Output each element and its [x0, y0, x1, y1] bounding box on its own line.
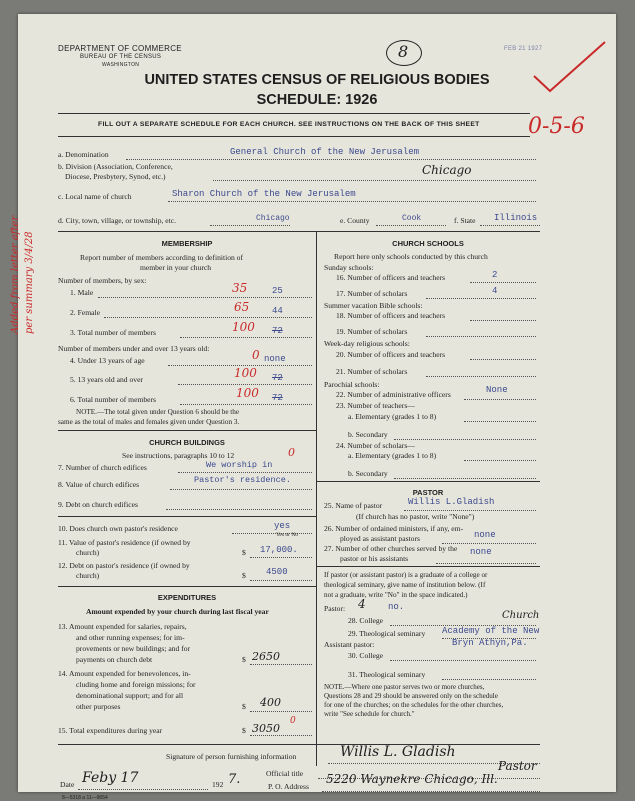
buildings-rule — [58, 430, 316, 431]
denomination-value: General Church of the New Jerusalem — [230, 147, 420, 157]
q1-value: 25 — [272, 286, 283, 296]
q1-label: 1. Male — [70, 288, 94, 297]
q15-red: 0 — [290, 716, 296, 726]
form-number: 8—5318 a 11—9654 — [62, 795, 108, 801]
membership-note-1: NOTE.—The total given under Question 6 should be the — [76, 408, 240, 416]
q3-line — [180, 337, 312, 338]
q24b-label: b. Secondary — [348, 469, 388, 478]
q30-label: 30. College — [348, 651, 384, 660]
q18-line — [470, 320, 536, 321]
q4-value: none — [264, 354, 286, 364]
grad-note-3: not a graduate, write "No" in the space indicated.) — [324, 591, 468, 599]
q16-value: 2 — [492, 270, 498, 280]
q28-value: no. — [388, 602, 405, 612]
q19-label: 19. Number of scholars — [336, 327, 408, 336]
q1-line — [98, 297, 312, 298]
q13-line-2: and other running expenses; for im- — [76, 633, 185, 642]
membership-intro-1: Report number of members according to definition of — [80, 253, 244, 262]
margin-note-1: Added from letter after — [10, 215, 21, 334]
q25-value: Willis L.Gladish — [408, 497, 495, 507]
denomination-line — [126, 159, 536, 160]
signature-label: Signature of person furnishing information — [166, 752, 297, 761]
q15-label: 15. Total expenditures during year — [58, 726, 163, 735]
city-line — [210, 225, 290, 226]
q10-line — [232, 533, 312, 534]
q23b-label: b. Secondary — [348, 430, 388, 439]
dept-label: DEPARTMENT OF COMMERCE — [58, 44, 182, 53]
date-line — [78, 789, 208, 790]
schools-title: CHURCH SCHOOLS — [392, 239, 464, 248]
q3-red: 100 — [232, 320, 255, 334]
q7-label: 7. Number of church edifices — [58, 463, 147, 472]
q11-value: 17,000. — [260, 545, 298, 555]
official-title-label: Official title — [266, 769, 304, 778]
pastor-hand-note: 4 — [358, 597, 366, 611]
q8-label: 8. Value of church edifices — [58, 480, 140, 489]
q23a-line — [464, 421, 536, 422]
buildings-title: CHURCH BUILDINGS — [149, 438, 225, 447]
q25-label: 25. Name of pastor — [324, 501, 383, 510]
form-subtitle: SCHEDULE: 1926 — [256, 92, 378, 108]
q3-label: 3. Total number of members — [70, 328, 157, 337]
q7-red: 0 — [288, 446, 295, 459]
weekday-label: Week-day religious schools: — [324, 339, 410, 348]
q17-value: 4 — [492, 286, 498, 296]
expenditures-rule — [58, 586, 316, 587]
q20-label: 20. Number of officers and teachers — [336, 350, 446, 359]
q29-value: Academy of the New — [442, 626, 540, 636]
q30-line — [390, 660, 536, 661]
po-address-label: P. O. Address — [268, 782, 309, 791]
q14-line-1: 14. Amount expended for benevolences, in- — [58, 669, 191, 678]
assistant-label: Assistant pastor: — [324, 640, 375, 649]
division-value: Chicago — [422, 163, 472, 177]
q2-red: 65 — [234, 300, 250, 314]
q25-hint: (If church has no pastor, write "None") — [356, 512, 475, 521]
q2-label: 2. Female — [70, 308, 100, 317]
q29-hand: Church — [502, 610, 540, 621]
column-divider — [316, 231, 317, 766]
q26-label-a: 26. Number of ordained ministers, if any, em- — [324, 524, 464, 533]
q29-label: 29. Theological seminary — [348, 629, 426, 638]
q21-label: 21. Number of scholars — [336, 367, 408, 376]
q22-value: None — [486, 385, 508, 395]
division-label-2: Diocese, Presbytery, Synod, etc.) — [65, 172, 166, 181]
schools-sub: Report here only schools conducted by this church — [334, 252, 488, 261]
q13-dollar: $ — [242, 655, 246, 664]
local-name-value: Sharon Church of the New Jerusalem — [172, 189, 356, 199]
q28-label: 28. College — [348, 616, 384, 625]
q17-line — [426, 298, 536, 299]
q15-line — [250, 735, 312, 736]
q2-value: 44 — [272, 306, 283, 316]
q12-label-a: 12. Debt on pastor's residence (if owned by — [58, 561, 190, 570]
q6-label: 6. Total number of members — [70, 395, 157, 404]
q6-line — [180, 404, 312, 405]
city-field-label: d. City, town, village, or township, etc. — [58, 216, 177, 225]
q12-dollar: $ — [242, 571, 246, 580]
q4-red: 0 — [252, 348, 260, 362]
pastor-note-3: for one of the churches; on the schedules for the other churches, — [324, 701, 504, 709]
q20-line — [470, 359, 536, 360]
year-value: 7. — [228, 772, 241, 787]
members-by-age: Number of members under and over 13 years old: — [58, 344, 210, 353]
q9-rule — [58, 516, 316, 517]
q31-label: 31. Theological seminary — [348, 670, 426, 679]
q14-dollar: $ — [242, 702, 246, 711]
q12-value: 4500 — [266, 567, 288, 577]
q8-line — [170, 489, 312, 490]
q5-value: 72 — [272, 373, 283, 383]
q10-hint: Yes or No — [276, 532, 299, 538]
county-label: e. County — [340, 216, 370, 225]
q5-red: 100 — [234, 366, 257, 380]
date-label: Date — [60, 780, 75, 789]
footer-rule — [58, 744, 540, 745]
q26-label-b: ployed as assistant pastors — [340, 534, 420, 543]
q16-line — [470, 282, 536, 283]
q23-label: 23. Number of teachers— — [336, 401, 415, 410]
grad-rule — [316, 566, 540, 567]
city-value: Chicago — [256, 214, 290, 223]
q9-line — [166, 509, 312, 510]
census-form — [10, 14, 616, 801]
expenditures-title: EXPENDITURES — [157, 593, 217, 602]
division-label-1: b. Division (Association, Conference, — [58, 162, 173, 171]
q18-label: 18. Number of officers and teachers — [336, 311, 446, 320]
header-rule-bottom — [58, 136, 530, 137]
q10-value: yes — [274, 521, 291, 531]
q7-line — [178, 472, 312, 473]
q24a-label: a. Elementary (grades 1 to 8) — [348, 451, 437, 460]
local-name-line — [168, 201, 536, 202]
q24-label: 24. Number of scholars— — [336, 441, 415, 450]
q13-line-1: 13. Amount expended for salaries, repairs, — [58, 622, 187, 631]
parochial-label: Parochial schools: — [324, 380, 380, 389]
q27-line — [436, 563, 536, 564]
q19-line — [426, 336, 536, 337]
q8-value: Pastor's residence. — [194, 475, 291, 485]
q12-line — [250, 580, 312, 581]
q6-value: 72 — [272, 393, 283, 403]
q21-line — [426, 376, 536, 377]
q14-value: 400 — [260, 696, 281, 709]
q5-label: 5. 13 years old and over — [70, 375, 143, 384]
q2-line — [104, 317, 312, 318]
q27-value: none — [470, 547, 492, 557]
sunday-label: Sunday schools: — [324, 263, 374, 272]
official-title-value: Pastor — [498, 759, 537, 773]
pastor-label: Pastor: — [324, 604, 346, 613]
pastor-note-1: NOTE.—Where one pastor serves two or more churches, — [324, 683, 485, 691]
margin-note-2: per summary 3/4/28 — [24, 231, 35, 334]
q11-dollar: $ — [242, 548, 246, 557]
local-name-label: c. Local name of church — [58, 192, 132, 201]
pastor-title: PASTOR — [412, 488, 444, 497]
q11-line — [250, 557, 312, 558]
q5-line — [178, 384, 312, 385]
signature-value: Willis L. Gladish — [340, 744, 456, 760]
q23a-label: a. Elementary (grades 1 to 8) — [348, 412, 437, 421]
denomination-label: a. Denomination — [58, 150, 109, 159]
q4-label: 4. Under 13 years of age — [70, 356, 145, 365]
q14-line-3: denominational support; and for all — [76, 691, 184, 700]
city-label: WASHINGTON — [102, 62, 140, 68]
po-address-line — [322, 791, 540, 792]
instruction-line: FILL OUT A SEPARATE SCHEDULE FOR EACH CHURCH. SEE INSTRUCTIONS ON THE BACK OF THIS SHEET — [98, 121, 480, 128]
expenditures-sub: Amount expended by your church during last fiscal year — [86, 607, 269, 616]
bureau-label: BUREAU OF THE CENSUS — [80, 54, 162, 60]
q1-red: 35 — [232, 281, 248, 295]
q11-label-b: church) — [76, 548, 100, 557]
year-prefix: 192 — [212, 780, 224, 789]
q27-label-b: pastor or his assistants — [340, 554, 409, 563]
q14-line-4: other purposes — [76, 702, 121, 711]
vacation-label: Summer vacation Bible schools: — [324, 301, 423, 310]
q6-red: 100 — [236, 386, 259, 400]
membership-intro-2: member in your church — [140, 263, 212, 272]
q15-value: 3050 — [252, 722, 280, 735]
q3-value: 72 — [272, 326, 283, 336]
state-label: f. State — [454, 216, 476, 225]
q15-dollar: $ — [242, 726, 246, 735]
received-stamp: FEB 21 1927 — [504, 46, 543, 52]
members-by-sex: Number of members, by sex: — [58, 276, 147, 285]
pastor-note-4: write "See schedule for church." — [324, 710, 415, 718]
q16-label: 16. Number of officers and teachers — [336, 273, 446, 282]
q9-label: 9. Debt on church edifices — [58, 500, 138, 509]
q25-line — [404, 510, 536, 511]
state-value: Illinois — [494, 213, 538, 223]
q17-label: 17. Number of scholars — [336, 289, 408, 298]
q13-line — [250, 664, 312, 665]
q24b-line — [394, 478, 536, 479]
q26-value: none — [474, 530, 496, 540]
q13-line-4: payments on church debt — [76, 655, 153, 664]
q22-line — [464, 399, 536, 400]
po-address-value: 5220 Waynekre Chicago, Ill. — [326, 772, 498, 786]
q31-line — [442, 679, 536, 680]
membership-title: MEMBERSHIP — [161, 239, 213, 248]
q14-line-2: cluding home and foreign missions; for — [76, 680, 196, 689]
q30-value: Bryn Athyn,Pa. — [452, 638, 528, 648]
county-line — [376, 225, 446, 226]
membership-note-2: same as the total of males and females given under Question 3. — [58, 418, 240, 426]
form-title: UNITED STATES CENSUS OF RELIGIOUS BODIES — [144, 72, 490, 88]
buildings-sub: See instructions, paragraphs 10 to 12 — [122, 451, 235, 460]
header-rule-top — [58, 113, 530, 114]
schedule-number: 8 — [398, 42, 409, 61]
q23b-line — [394, 439, 536, 440]
q7-value: We worship in — [206, 460, 273, 470]
division-line — [213, 180, 536, 181]
state-line — [480, 225, 540, 226]
q27-label-a: 27. Number of other churches served by the — [324, 544, 458, 553]
pastor-rule — [316, 481, 540, 482]
date-value: Feby 17 — [82, 770, 139, 786]
q22-label: 22. Number of administrative officers — [336, 390, 451, 399]
grad-note-1: If pastor (or assistant pastor) is a graduate of a college or — [324, 571, 488, 579]
grad-note-2: theological seminary, give name of institution below. (If — [324, 581, 486, 589]
q13-value: 2650 — [252, 650, 280, 663]
section-rule — [58, 231, 540, 232]
pastor-note-2: Questions 28 and 29 should be answered only on the schedule — [324, 692, 498, 700]
q12-label-b: church) — [76, 571, 100, 580]
q14-line — [250, 711, 312, 712]
q13-line-3: provements or new buildings; and for — [76, 644, 191, 653]
red-code: 0-5-6 — [528, 114, 585, 139]
q24a-line — [464, 460, 536, 461]
q10-label: 10. Does church own pastor's residence — [58, 524, 178, 533]
county-value: Cook — [402, 214, 422, 223]
q11-label-a: 11. Value of pastor's residence (if owned by — [58, 538, 191, 547]
